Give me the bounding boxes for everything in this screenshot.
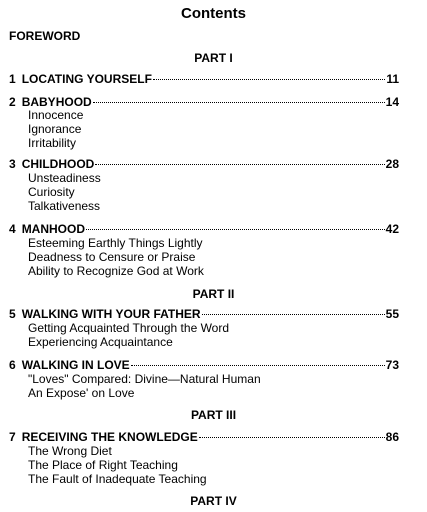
chapter-entry-7 xyxy=(9,430,399,445)
chapter-number: 2 xyxy=(9,95,16,109)
chapter-entry-1 xyxy=(9,72,399,87)
chapter-page-number: 55 xyxy=(385,307,399,321)
chapter-title: LOCATING YOURSELF xyxy=(21,72,152,86)
subsection-item: Ignorance xyxy=(28,122,82,136)
chapter-entry-6 xyxy=(9,358,399,373)
part-heading-4: PART IV xyxy=(190,494,237,508)
chapter-page-number: 86 xyxy=(385,430,399,444)
chapter-title: RECEIVING THE KNOWLEDGE xyxy=(21,430,198,444)
subsection-item: Getting Acquainted Through the Word xyxy=(28,321,230,335)
subsection-item: Esteeming Earthly Things Lightly xyxy=(28,236,203,250)
chapter-entry-5 xyxy=(9,307,399,322)
chapter-number: 5 xyxy=(9,307,16,321)
chapter-page-number: 73 xyxy=(385,358,399,372)
chapter-title: WALKING IN LOVE xyxy=(21,358,130,372)
dot-leader xyxy=(93,102,385,103)
subsection-item: Irritability xyxy=(28,136,77,150)
subsection-item: Innocence xyxy=(28,108,84,122)
chapter-entry-4 xyxy=(9,222,399,237)
chapter-number: 7 xyxy=(9,430,16,444)
subsection-item: An Expose' on Love xyxy=(28,386,135,400)
subsection-item: "Loves" Compared: Divine—Natural Human xyxy=(28,372,261,386)
dot-leader xyxy=(202,314,385,315)
subsection-item: The Place of Right Teaching xyxy=(28,458,178,472)
subsection-item: Talkativeness xyxy=(28,199,101,213)
chapter-number: 6 xyxy=(9,358,16,372)
subsection-item: The Wrong Diet xyxy=(28,444,112,458)
chapter-page-number: 42 xyxy=(385,222,399,236)
part-heading-3: PART III xyxy=(190,408,237,422)
subsection-item: Deadness to Censure or Praise xyxy=(28,250,196,264)
part-heading-2: PART II xyxy=(192,287,235,301)
chapter-title: MANHOOD xyxy=(21,222,86,236)
dot-leader xyxy=(131,365,385,366)
chapter-page-number: 14 xyxy=(385,95,399,109)
page-title: Contents xyxy=(181,5,246,22)
subsection-item: Ability to Recognize God at Work xyxy=(28,264,204,278)
dot-leader xyxy=(153,79,385,80)
chapter-title: BABYHOOD xyxy=(21,95,92,109)
subsection-item: Curiosity xyxy=(28,185,75,199)
chapter-page-number: 11 xyxy=(386,72,399,86)
dot-leader xyxy=(199,437,385,438)
dot-leader xyxy=(86,229,385,230)
chapter-page-number: 28 xyxy=(385,157,399,171)
dot-leader xyxy=(95,164,384,165)
chapter-entry-3 xyxy=(9,157,399,172)
chapter-number: 4 xyxy=(9,222,16,236)
chapter-number: 1 xyxy=(9,72,16,86)
subsection-item: Experiencing Acquaintance xyxy=(28,335,173,349)
subsection-item: The Fault of Inadequate Teaching xyxy=(28,472,207,486)
chapter-number: 3 xyxy=(9,157,16,171)
chapter-title: WALKING WITH YOUR FATHER xyxy=(21,307,201,321)
foreword-entry: FOREWORD xyxy=(9,29,81,43)
chapter-title: CHILDHOOD xyxy=(21,157,95,171)
subsection-item: Unsteadiness xyxy=(28,171,101,185)
part-heading-1: PART I xyxy=(194,51,233,65)
